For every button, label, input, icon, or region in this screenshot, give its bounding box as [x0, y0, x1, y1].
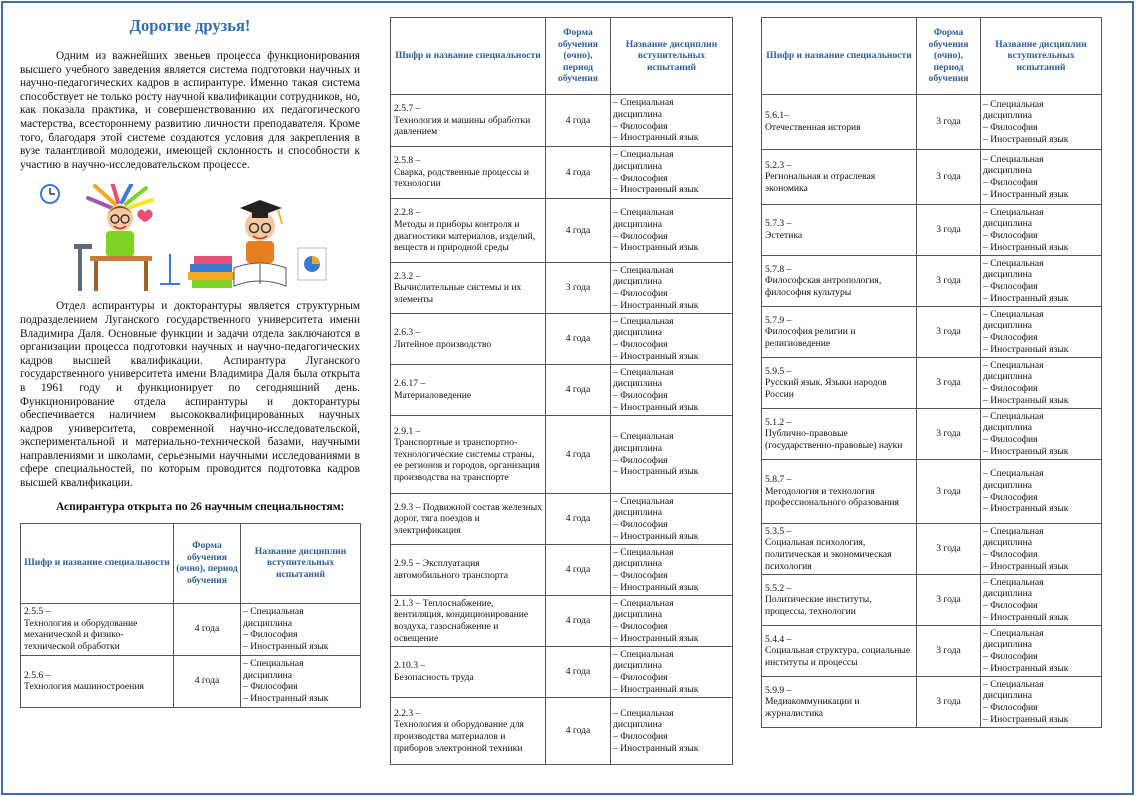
- specialties-lead: Аспирантура открыта по 26 научным специальностям:: [56, 500, 345, 513]
- specialty-name: 2.9.5 – Эксплуатация автомобильного транспорта: [394, 558, 509, 581]
- study-period: 3 года: [917, 307, 981, 358]
- header-exams: Название дисциплин вступительных испытаний: [611, 18, 733, 95]
- table-row: [762, 150, 1102, 205]
- table-row: [391, 596, 733, 647]
- study-period: 3 года: [917, 626, 981, 677]
- specialty-name: Философская антропология, философия культуры: [765, 275, 882, 298]
- specialty-name: Социальная психология, политическая и экономическая психология: [765, 537, 892, 572]
- table-row: [762, 409, 1102, 460]
- specialty-name: Литейное производство: [394, 339, 492, 350]
- study-period: 3 года: [917, 524, 981, 575]
- specialty-name: Технология и машины обработки давлением: [394, 114, 531, 138]
- exam-list: – Специальная дисциплина – Философия – Иностранный язык: [981, 524, 1102, 575]
- specialty-name: Социальная структура, социальные институты и процессы: [765, 645, 911, 668]
- table-row: [391, 416, 733, 494]
- intro-paragraph: Одним из важнейших звеньев процесса функционирования высшего учебного заведения является система подготовки научных и научно-педагогических кадров в аспирантуре. Именно такая система способствует не только росту научной квалификации сотрудников, но, как показала практика, и совершенствованию их педагогического мастерства, всестороннему развитию личности преподавателя. Кроме того, благодаря этой системе создаются условия для закрепления в вузе талантливой молодежи, имеющей склонность и способности к участию в научно-исследовательском процессе.: [20, 50, 360, 171]
- study-period: 4 года: [546, 698, 611, 765]
- specialties-table-3: [761, 17, 1102, 728]
- study-period: 3 года: [917, 150, 981, 205]
- study-period: 4 года: [546, 199, 611, 263]
- study-period: 3 года: [917, 460, 981, 524]
- exam-list: – Специальная дисциплина – Философия – Иностранный язык: [611, 147, 733, 199]
- study-period: 4 года: [546, 494, 611, 545]
- exam-list: – Специальная дисциплина – Философия – Иностранный язык: [981, 307, 1102, 358]
- header-specialty: Шифр и название специальности: [21, 523, 174, 603]
- table-row: [762, 460, 1102, 524]
- header-form: Форма обучения (очно), период обучения: [174, 523, 241, 603]
- study-period: 3 года: [917, 575, 981, 626]
- specialty-code: 2.2.8 –: [394, 207, 421, 219]
- exam-list: – Специальная дисциплина – Философия – Иностранный язык: [611, 199, 733, 263]
- table-row: [391, 494, 733, 545]
- study-period: 4 года: [174, 655, 241, 707]
- header-form: Форма обучения (очно), период обучения: [546, 18, 611, 95]
- table-row: [762, 95, 1102, 150]
- specialty-code: 5.7.8 –: [765, 263, 792, 275]
- exam-list: – Специальная дисциплина – Философия – Иностранный язык: [611, 416, 733, 494]
- specialty-name: 2.9.3 – Подвижной состав железных дорог, тяга поездов и электрификация: [394, 501, 543, 536]
- study-period: 4 года: [546, 95, 611, 147]
- table-row: [391, 263, 733, 314]
- specialty-name: Публично-правовые (государственно-правовые) науки: [765, 428, 903, 451]
- header-specialty: Шифр и название специальности: [391, 18, 546, 95]
- table-row: [391, 314, 733, 365]
- table-row: [762, 575, 1102, 626]
- specialty-name: Политические институты, процессы, технологии: [765, 594, 872, 617]
- study-period: 4 года: [546, 647, 611, 698]
- study-period: 4 года: [546, 545, 611, 596]
- table-row: [391, 545, 733, 596]
- specialty-name: Философия религии и религиоведение: [765, 326, 856, 349]
- intro-column: [20, 16, 360, 708]
- specialty-code: 5.1.2 –: [765, 416, 792, 428]
- exam-list: – Специальная дисциплина – Философия – Иностранный язык: [241, 603, 361, 655]
- exam-list: – Специальная дисциплина – Философия – Иностранный язык: [981, 626, 1102, 677]
- specialty-code: 5.7.3 –: [765, 218, 792, 230]
- table-row: [762, 256, 1102, 307]
- illustration: [20, 184, 360, 294]
- study-period: 4 года: [546, 314, 611, 365]
- specialty-name: Русский язык. Языки народов России: [765, 377, 887, 400]
- specialty-name: Безопасность труда: [394, 672, 474, 683]
- specialty-code: 5.5.2 –: [765, 582, 792, 594]
- study-period: 4 года: [546, 416, 611, 494]
- exam-list: – Специальная дисциплина – Философия – Иностранный язык: [241, 655, 361, 707]
- specialty-code: 5.7.9 –: [765, 314, 792, 326]
- specialty-code: 5.9.9 –: [765, 684, 792, 696]
- specialty-code: 2.5.5 –: [24, 605, 51, 617]
- exam-list: – Специальная дисциплина – Философия – Иностранный язык: [611, 545, 733, 596]
- header-form: Форма обучения (очно), период обучения: [917, 18, 981, 95]
- specialty-name: Эстетика: [765, 230, 803, 241]
- table-row: [391, 647, 733, 698]
- table-row: [762, 524, 1102, 575]
- specialty-code: 5.6.1–: [765, 110, 789, 122]
- table-row: [391, 95, 733, 147]
- exam-list: – Специальная дисциплина – Философия – Иностранный язык: [981, 460, 1102, 524]
- exam-list: – Специальная дисциплина – Философия – Иностранный язык: [981, 409, 1102, 460]
- specialty-name: Сварка, родственные процессы и технологии: [394, 166, 530, 190]
- specialty-code: 2.2.3 –: [394, 707, 421, 719]
- specialty-name: Отечественная история: [765, 122, 861, 133]
- table-row: [391, 365, 733, 416]
- specialty-code: 5.2.3 –: [765, 159, 792, 171]
- exam-list: – Специальная дисциплина – Философия – Иностранный язык: [981, 358, 1102, 409]
- exam-list: – Специальная дисциплина – Философия – Иностранный язык: [611, 263, 733, 314]
- study-period: 3 года: [917, 358, 981, 409]
- study-period: 4 года: [174, 603, 241, 655]
- study-period: 3 года: [917, 205, 981, 256]
- exam-list: – Специальная дисциплина – Философия – Иностранный язык: [981, 95, 1102, 150]
- exam-list: – Специальная дисциплина – Философия – Иностранный язык: [611, 698, 733, 765]
- exam-list: – Специальная дисциплина – Философия – Иностранный язык: [611, 314, 733, 365]
- specialty-code: 2.9.1 –: [394, 425, 421, 437]
- table-row: [391, 698, 733, 765]
- exam-list: – Специальная дисциплина – Философия – Иностранный язык: [981, 150, 1102, 205]
- study-period: 4 года: [546, 147, 611, 199]
- exam-list: – Специальная дисциплина – Философия – Иностранный язык: [981, 575, 1102, 626]
- specialty-code: 2.3.2 –: [394, 270, 421, 282]
- specialty-code: 5.4.4 –: [765, 633, 792, 645]
- table-row: [762, 307, 1102, 358]
- specialty-name: Методология и технология профессионального образования: [765, 485, 899, 509]
- table-row: [762, 626, 1102, 677]
- specialty-code: 5.8.7 –: [765, 474, 792, 486]
- specialty-name: Технология и оборудование механической и физико-технической обработки: [24, 617, 138, 652]
- study-period: 3 года: [546, 263, 611, 314]
- table-row: [391, 147, 733, 199]
- header-exams: Название дисциплин вступительных испытаний: [241, 523, 361, 603]
- specialty-code: 2.5.7 –: [394, 103, 421, 115]
- table-row: [762, 358, 1102, 409]
- header-specialty: Шифр и название специальности: [762, 18, 917, 95]
- specialty-name: Вычислительные системы и их элементы: [394, 282, 522, 305]
- exam-list: – Специальная дисциплина – Философия – Иностранный язык: [611, 647, 733, 698]
- specialty-code: 5.9.5 –: [765, 365, 792, 377]
- specialty-name: Медиакоммуникации и журналистика: [765, 696, 860, 719]
- study-period: 3 года: [917, 677, 981, 728]
- specialty-code: 2.10.3 –: [394, 660, 426, 672]
- table-row: [762, 677, 1102, 728]
- exam-list: – Специальная дисциплина – Философия – Иностранный язык: [611, 596, 733, 647]
- students-illustration-icon: [20, 184, 360, 294]
- exam-list: – Специальная дисциплина – Философия – Иностранный язык: [981, 205, 1102, 256]
- specialty-name: Технология машиностроения: [24, 681, 144, 693]
- specialty-code: 2.5.8 –: [394, 155, 421, 167]
- specialty-code: 2.5.6 –: [24, 669, 51, 681]
- page-title: Дорогие друзья!: [129, 16, 251, 35]
- exam-list: – Специальная дисциплина – Философия – Иностранный язык: [981, 677, 1102, 728]
- header-exams: Название дисциплин вступительных испытаний: [981, 18, 1102, 95]
- specialty-name: Методы и приборы контроля и диагностики материалов, изделий, веществ и природной среды: [394, 218, 536, 254]
- study-period: 4 года: [546, 596, 611, 647]
- specialty-code: 2.6.17 –: [394, 378, 426, 390]
- exam-list: – Специальная дисциплина – Философия – Иностранный язык: [611, 95, 733, 147]
- study-period: 3 года: [917, 409, 981, 460]
- study-period: 3 года: [917, 95, 981, 150]
- table-row: [391, 199, 733, 263]
- specialties-table-2: [390, 17, 733, 765]
- specialties-table-1: [20, 523, 361, 708]
- study-period: 3 года: [917, 256, 981, 307]
- specialty-code: 5.3.5 –: [765, 525, 792, 537]
- exam-list: – Специальная дисциплина – Философия – Иностранный язык: [611, 494, 733, 545]
- table-row: [762, 205, 1102, 256]
- specialty-name: 2.1.3 – Теплоснабжение, вентиляция, кондиционирование воздуха, газоснабжение и освещение: [394, 597, 529, 644]
- study-period: 4 года: [546, 365, 611, 416]
- specialty-code: 2.6.3 –: [394, 327, 421, 339]
- table-row: [21, 655, 361, 707]
- specialty-name: Технология и оборудование для производства материалов и приборов электронной техники: [394, 719, 524, 754]
- exam-list: – Специальная дисциплина – Философия – Иностранный язык: [981, 256, 1102, 307]
- department-paragraph: Отдел аспирантуры и докторантуры является структурным подразделением Луганского государственного университета имени Владимира Даля. Основные функции и задачи отдела заключаются в организации процесса подготовки научных и научно-педагогических кадров высшей квалификации. Аспирантура Луганского государственного университета имени Владимира Даля была открыта в 1961 году и функционирует по сегодняшний день. Функционирование отдела аспирантуры и докторантуры обеспечивается наличием высококвалифицированных научных кадров университета, современной научно-исследовательской, экспериментальной и материально-технической базами, научными направлениями и школами, серьезными научными исследованиями в сфере специальностей, по которым проводится подготовка кадров высшей квалификации.: [20, 300, 360, 490]
- specialty-name: Региональная и отраслевая экономика: [765, 171, 876, 194]
- specialty-name: Материаловедение: [394, 390, 472, 401]
- table-row: [21, 603, 361, 655]
- exam-list: – Специальная дисциплина – Философия – Иностранный язык: [611, 365, 733, 416]
- specialty-name: Транспортные и транспортно-технологические системы страны, ее регионов и городов, организация производства на транспорте: [394, 437, 540, 483]
